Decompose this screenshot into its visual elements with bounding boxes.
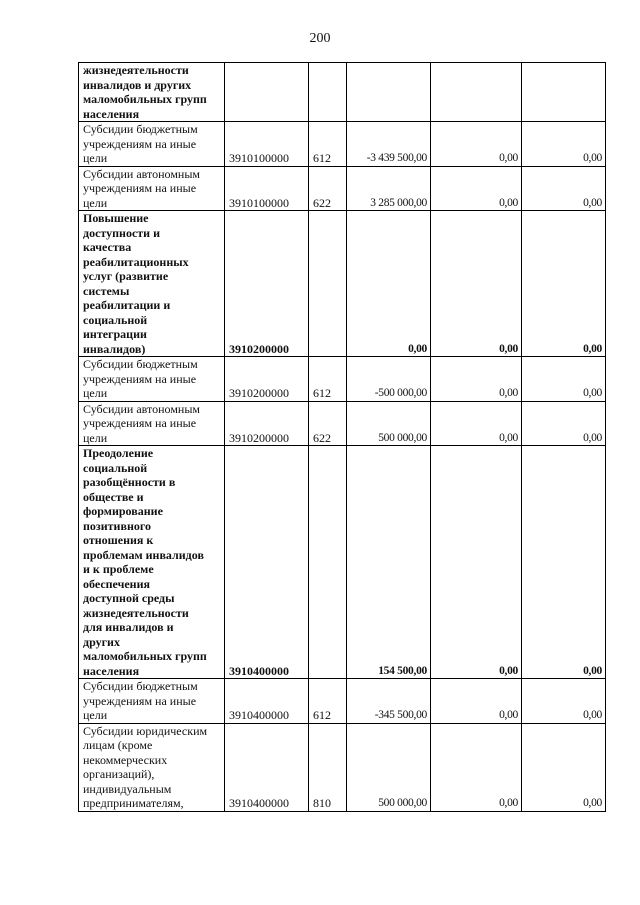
row-code: 3910100000 (225, 166, 309, 211)
row-code: 3910400000 (225, 723, 309, 811)
row-amount-2: 0,00 (431, 401, 522, 446)
row-code: 3910100000 (225, 122, 309, 167)
row-name: Повышение доступности и качества реабилитационных услуг (развитие системы реабилитации и социальной интеграции инвалидов) (79, 211, 225, 357)
budget-table (78, 62, 606, 812)
row-expense-type: 622 (309, 166, 347, 211)
row-code (225, 63, 309, 122)
row-code: 3910400000 (225, 679, 309, 724)
table-row (79, 401, 606, 446)
row-amount-1: -500 000,00 (347, 357, 431, 402)
row-expense-type: 810 (309, 723, 347, 811)
row-amount-3: 0,00 (522, 211, 606, 357)
budget-table-body (79, 63, 606, 812)
row-name: Субсидии бюджетным учреждениям на иные цели (79, 357, 225, 402)
row-code: 3910200000 (225, 211, 309, 357)
row-amount-1: -345 500,00 (347, 679, 431, 724)
row-name: Преодоление социальной разобщённости в обществе и формирование позитивного отношения к проблемам инвалидов и к проблеме обеспечения доступной среды жизнедеятельности для инвалидов и других маломобильных групп населения (79, 446, 225, 679)
row-code: 3910400000 (225, 446, 309, 679)
row-amount-2: 0,00 (431, 723, 522, 811)
row-amount-2: 0,00 (431, 357, 522, 402)
row-expense-type: 622 (309, 401, 347, 446)
table-row (79, 679, 606, 724)
row-amount-3: 0,00 (522, 122, 606, 167)
row-amount-3: 0,00 (522, 166, 606, 211)
row-expense-type (309, 446, 347, 679)
row-expense-type: 612 (309, 122, 347, 167)
row-amount-1: 500 000,00 (347, 723, 431, 811)
table-row (79, 446, 606, 679)
row-code: 3910200000 (225, 401, 309, 446)
table-row (79, 357, 606, 402)
row-expense-type (309, 211, 347, 357)
table-row (79, 166, 606, 211)
row-code: 3910200000 (225, 357, 309, 402)
row-expense-type: 612 (309, 679, 347, 724)
row-amount-2: 0,00 (431, 211, 522, 357)
table-row (79, 723, 606, 811)
row-amount-1 (347, 63, 431, 122)
row-amount-1: 0,00 (347, 211, 431, 357)
row-amount-2: 0,00 (431, 166, 522, 211)
row-amount-3: 0,00 (522, 401, 606, 446)
page-number: 200 (309, 31, 331, 46)
row-amount-1: 154 500,00 (347, 446, 431, 679)
row-amount-3: 0,00 (522, 446, 606, 679)
row-amount-3: 0,00 (522, 357, 606, 402)
row-amount-3: 0,00 (522, 679, 606, 724)
row-amount-3 (522, 63, 606, 122)
row-name: Субсидии автономным учреждениям на иные цели (79, 166, 225, 211)
row-amount-2: 0,00 (431, 122, 522, 167)
row-amount-3: 0,00 (522, 723, 606, 811)
row-amount-1: 3 285 000,00 (347, 166, 431, 211)
row-name: Субсидии автономным учреждениям на иные цели (79, 401, 225, 446)
row-amount-2: 0,00 (431, 679, 522, 724)
row-name: Субсидии бюджетным учреждениям на иные цели (79, 122, 225, 167)
row-amount-1: 500 000,00 (347, 401, 431, 446)
row-name: Субсидии бюджетным учреждениям на иные цели (79, 679, 225, 724)
table-row (79, 122, 606, 167)
table-row (79, 63, 606, 122)
row-expense-type: 612 (309, 357, 347, 402)
row-amount-2: 0,00 (431, 446, 522, 679)
row-expense-type (309, 63, 347, 122)
row-amount-1: -3 439 500,00 (347, 122, 431, 167)
row-name: жизнедеятельности инвалидов и других маломобильных групп населения (79, 63, 225, 122)
table-row (79, 211, 606, 357)
row-amount-2 (431, 63, 522, 122)
row-name: Субсидии юридическим лицам (кроме некоммерческих организаций), индивидуальным предпринимателям, (79, 723, 225, 811)
